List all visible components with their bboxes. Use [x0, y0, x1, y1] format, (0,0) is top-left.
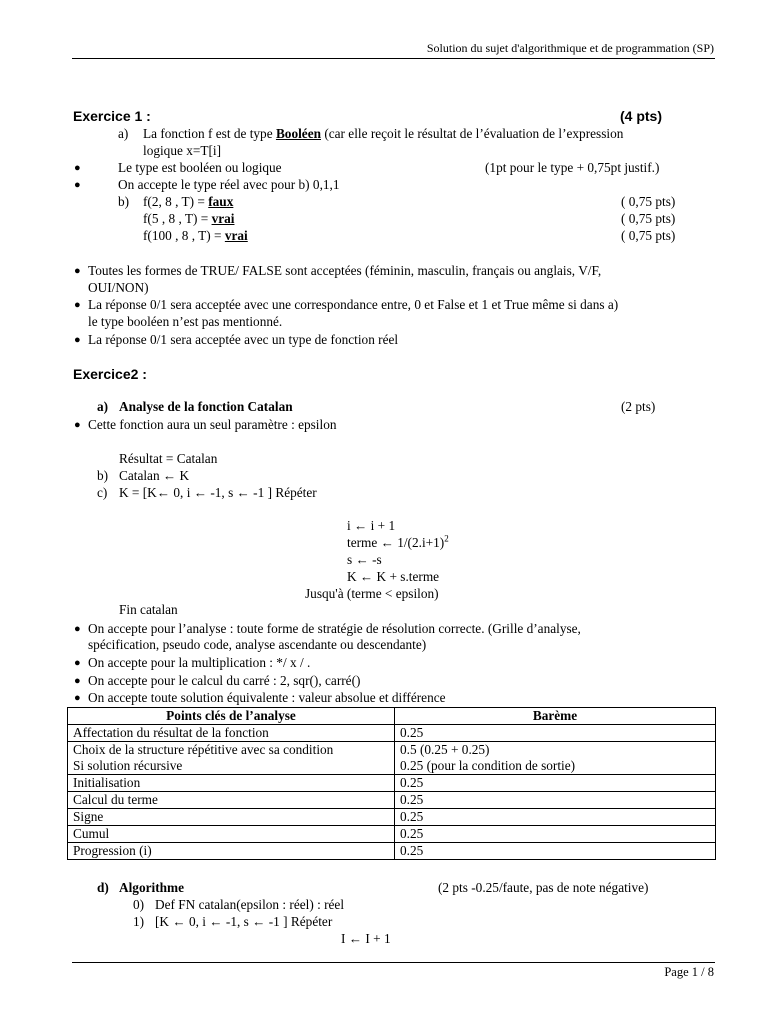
ex1-note: La réponse 0/1 sera acceptée avec un type de fonction réel — [88, 332, 399, 347]
ex1-bullet-reel: On accepte le type réel avec pour b) 0,1,1 — [118, 177, 340, 192]
ex2-accept-note: spécification, pseudo code, analyse ascendante ou descendante) — [88, 637, 427, 652]
table-row — [68, 826, 716, 843]
bullet-icon: ● — [74, 692, 81, 704]
algo-step: Def FN catalan(epsilon : réel) : réel — [155, 897, 345, 912]
table-header: Barème — [395, 708, 716, 725]
ex1-bullet-type: Le type est booléen ou logique — [118, 160, 282, 175]
ex1-a-text-cont: logique x=T[i] — [143, 143, 222, 158]
ex2-d-points: (2 pts -0.25/faute, pas de note négative) — [438, 880, 649, 895]
table-row — [68, 843, 716, 860]
ex2-accept-note: On accepte pour la multiplication : */ x / . — [88, 655, 311, 670]
table-cell: Choix de la structure répétitive avec sa condition Si solution récursive — [68, 742, 395, 775]
table-row — [68, 742, 716, 775]
table-row — [68, 725, 716, 742]
ex2-c-label: c) — [97, 485, 108, 500]
type-booleen: Booléen — [275, 126, 321, 141]
ex1-note: Toutes les formes de TRUE/ FALSE sont acceptées (féminin, masculin, français ou anglais, V/F, — [88, 263, 602, 278]
ex1-b-label: b) — [118, 194, 130, 209]
ex1-b-row: f(2, 8 , T) = faux — [143, 194, 234, 209]
table-cell: Cumul — [68, 826, 395, 843]
ex1-a-text: La fonction f est de type Booléen (car elle reçoit le résultat de l’évaluation de l’expression — [143, 126, 624, 141]
ex1-b-row: f(5 , 8 , T) = vrai — [143, 211, 235, 226]
table-cell: 0.25 — [395, 792, 716, 809]
table-row — [68, 809, 716, 826]
bullet-icon: ● — [74, 162, 81, 174]
ex2-param-note: Cette fonction aura un seul paramètre : epsilon — [88, 417, 337, 432]
table-cell: 0.25 — [395, 775, 716, 792]
table-header-row — [68, 708, 716, 725]
ex2-a-points: (2 pts) — [621, 399, 656, 414]
ex2-result-line: Résultat = Catalan — [119, 451, 218, 466]
header-rule — [72, 58, 715, 59]
algo-loop-line: I ← I + 1 — [341, 931, 391, 946]
ex1-bullet-type-note: (1pt pour le type + 0,75pt justif.) — [485, 160, 660, 175]
loop-line: i ← i + 1 — [347, 518, 396, 533]
bullet-icon: ● — [74, 657, 81, 669]
loop-line: terme ← $1/(2.i+1)^2$ — [347, 533, 449, 550]
table-header: Points clés de l’analyse — [68, 708, 395, 725]
ex2-accept-note: On accepte toute solution équivalente : valeur absolue et différence — [88, 690, 446, 705]
table-cell: 0.5 (0.25 + 0.25) 0.25 (pour la condition de sortie) — [395, 742, 716, 775]
ex2-b-line: Catalan ← K — [119, 468, 190, 483]
table-row — [68, 792, 716, 809]
ex1-b-row-points: ( 0,75 pts) — [621, 211, 676, 226]
ex1-a-label: a) — [118, 126, 129, 141]
algo-step: [K ← 0, i ← -1, s ← -1 ] Répéter — [155, 914, 333, 929]
exercise-1-title: Exercice 1 : — [73, 108, 151, 124]
table-row — [68, 775, 716, 792]
ex2-d-label: d) — [97, 880, 109, 895]
bullet-icon: ● — [74, 299, 81, 311]
table-cell: Calcul du terme — [68, 792, 395, 809]
loop-until: Jusqu'à (terme < epsilon) — [305, 586, 439, 601]
algo-step-num: 1) — [133, 914, 145, 929]
grading-table — [67, 707, 716, 860]
ex2-b-label: b) — [97, 468, 109, 483]
bullet-icon: ● — [74, 623, 81, 635]
ex2-c-line: K = [K← 0, i ← -1, s ← -1 ] Répéter — [119, 485, 317, 500]
table-cell: 0.25 — [395, 826, 716, 843]
ex1-b-row-points: ( 0,75 pts) — [621, 228, 676, 243]
bullet-icon: ● — [74, 179, 81, 191]
ex1-note: OUI/NON) — [88, 280, 149, 295]
ex2-fin: Fin catalan — [119, 602, 178, 617]
table-cell: Signe — [68, 809, 395, 826]
bullet-icon: ● — [74, 419, 81, 431]
loop-line: s ← -s — [347, 552, 382, 567]
ex1-note: le type booléen n’est pas mentionné. — [88, 314, 283, 329]
bullet-icon: ● — [74, 265, 81, 277]
bullet-icon: ● — [74, 675, 81, 687]
table-cell: Affectation du résultat de la fonction — [68, 725, 395, 742]
exercise-2-title: Exercice2 : — [73, 366, 147, 382]
ex2-accept-note: On accepte pour l’analyse : toute forme de stratégie de résolution correcte. (Grille d’analyse, — [88, 621, 581, 636]
table-cell: 0.25 — [395, 809, 716, 826]
ex2-d-title: Algorithme — [119, 880, 184, 895]
algo-step-num: 0) — [133, 897, 145, 912]
loop-line: K ← K + s.terme — [347, 569, 440, 584]
ex2-accept-note: On accepte pour le calcul du carré : 2, sqr(), carré() — [88, 673, 361, 688]
table-cell: 0.25 — [395, 725, 716, 742]
ex1-b-row-points: ( 0,75 pts) — [621, 194, 676, 209]
footer-rule — [72, 962, 715, 963]
table-cell: Progression (i) — [68, 843, 395, 860]
bullet-icon: ● — [74, 334, 81, 346]
ex2-a-label: a) — [97, 399, 109, 414]
ex2-a-title: Analyse de la fonction Catalan — [119, 399, 293, 414]
page-number: Page 1 / 8 — [664, 965, 714, 979]
exercise-1-points: (4 pts) — [620, 108, 662, 124]
ex1-b-row: f(100 , 8 , T) = vrai — [143, 228, 248, 243]
table-cell: Initialisation — [68, 775, 395, 792]
table-cell: 0.25 — [395, 843, 716, 860]
page-header-title: Solution du sujet d'algorithmique et de programmation (SP) — [426, 41, 714, 55]
ex1-note: La réponse 0/1 sera acceptée avec une correspondance entre, 0 et False et 1 et True même si dans a) — [88, 297, 619, 312]
